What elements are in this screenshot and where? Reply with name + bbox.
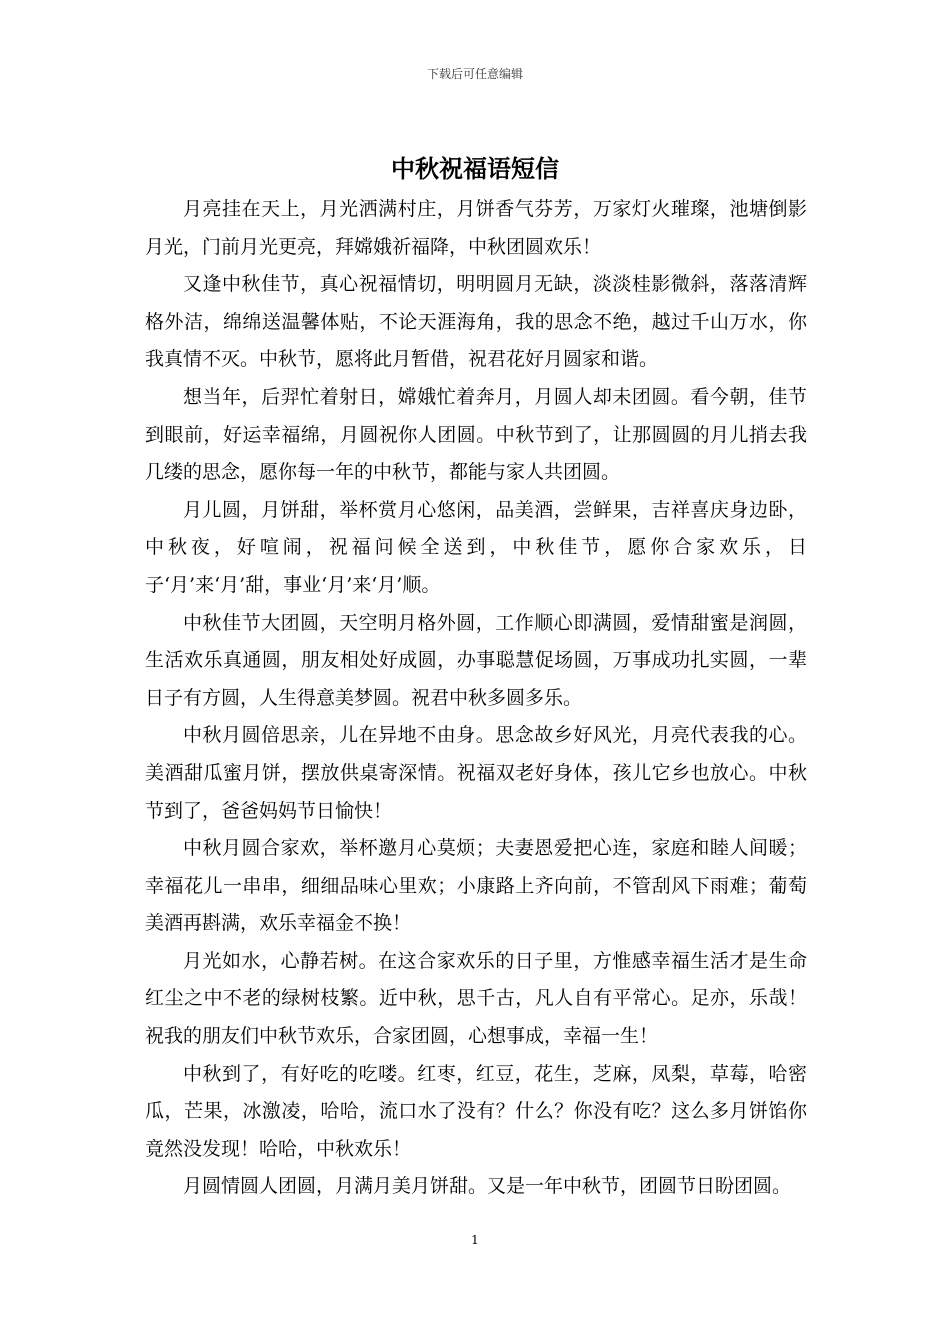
page-number: 1 (471, 1233, 479, 1247)
paragraph: 想当年，后羿忙着射日，嫦娥忙着奔月，月圆人却未团圆。看今朝，佳节到眼前，好运幸福绵，月圆祝你人团圆。中秋节到了，让那圆圆的月儿捎去我几缕的思念，愿你每一年的中秋节，都能与家人共团圆。 (145, 385, 807, 484)
document-title: 中秋祝福语短信 (391, 155, 559, 183)
paragraph: 中秋月圆倍思亲，儿在异地不由身。思念故乡好风光，月亮代表我的心。美酒甜瓜蜜月饼，摆放供桌寄深情。祝福双老好身体，孩儿它乡也放心。中秋节到了，爸爸妈妈节日愉快！ (145, 724, 807, 822)
document-body (145, 191, 807, 1206)
paragraph: 月圆情圆人团圆，月满月美月饼甜。又是一年中秋节，团圆节日盼团圆。 (183, 1175, 792, 1198)
paragraph: 中秋月圆合家欢，举杯邀月心莫烦；夫妻恩爱把心连，家庭和睦人间暖；幸福花儿一串串，细细品味心里欢；小康路上齐向前，不管刮风下雨难；葡萄美酒再斟满，欢乐幸福金不换！ (145, 837, 807, 935)
paragraph: 月光如水，心静若树。在这合家欢乐的日子里，方惟感幸福生活才是生命红尘之中不老的绿树枝繁。近中秋，思千古，凡人自有平常心。足亦，乐哉！祝我的朋友们中秋节欢乐，合家团圆，心想事成，幸福一生！ (145, 949, 807, 1048)
paragraph: 中秋到了，有好吃的吃喽。红枣，红豆，花生，芝麻，凤梨，草莓，哈密瓜，芒果，冰激凌，哈哈，流口水了没有？什么？你没有吃？这么多月饼馅你竟然没发现！哈哈，中秋欢乐！ (145, 1062, 807, 1160)
paragraph: 又逢中秋佳节，真心祝福情切，明明圆月无缺，淡淡桂影微斜，落落清辉格外洁，绵绵送温馨体贴，不论天涯海角，我的思念不绝，越过千山万水，你我真情不灭。中秋节，愿将此月暂借，祝君花好月圆家和谐。 (145, 273, 807, 371)
paragraph: 中秋佳节大团圆，天空明月格外圆，工作顺心即满圆，爱情甜蜜是润圆，生活欢乐真通圆，朋友相处好成圆，办事聪慧促场圆，万事成功扎实圆，一辈日子有方圆，人生得意美梦圆。祝君中秋多圆多乐。 (145, 611, 807, 709)
paragraph: 月儿圆，月饼甜，举杯赏月心悠闲，品美酒，尝鲜果，吉祥喜庆身边卧，中秋夜，好喧闹，祝福问候全送到，中秋佳节，愿你合家欢乐，日子‘月’来‘月’甜，事业‘月’来‘月’顺。 (145, 498, 807, 596)
paragraph: 月亮挂在天上，月光洒满村庄，月饼香气芬芳，万家灯火璀璨，池塘倒影月光，门前月光更亮，拜嫦娥祈福降，中秋团圆欢乐！ (145, 198, 807, 258)
page-header-note: 下载后可任意编辑 (426, 67, 523, 81)
